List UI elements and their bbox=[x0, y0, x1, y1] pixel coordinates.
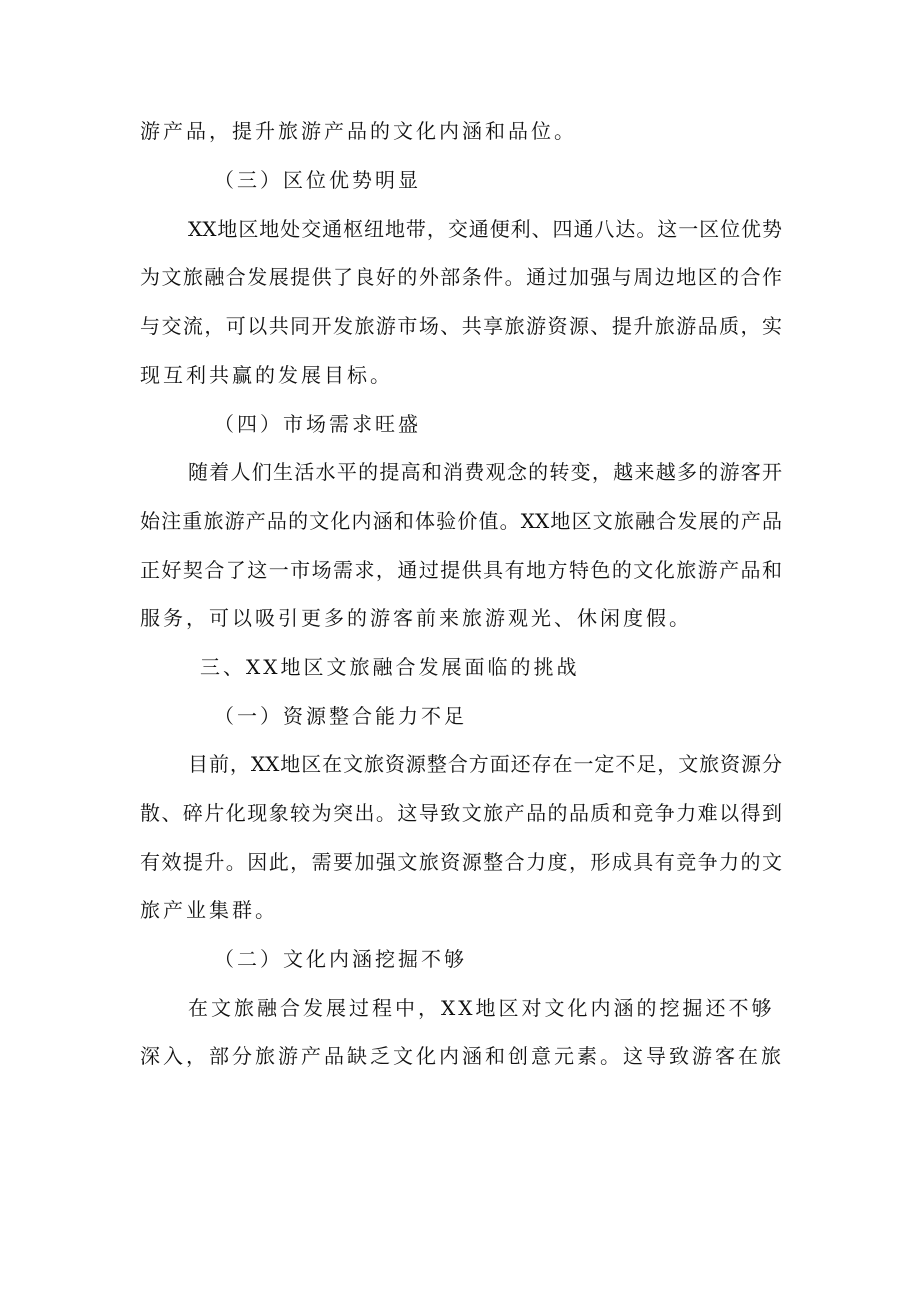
paragraph-line: 散、碎片化现象较为突出。这导致文旅产品的品质和竞争力难以得到 bbox=[140, 801, 782, 825]
paragraph-line: 正好契合了这一市场需求，通过提供具有地方特色的文化旅游产品和 bbox=[140, 558, 782, 582]
paragraph-line: 有效提升。因此，需要加强文旅资源整合力度，形成具有竞争力的文 bbox=[140, 850, 782, 874]
paragraph-line: 始注重旅游产品的文化内涵和体验价值。XX地区文旅融合发展的产品 bbox=[140, 509, 782, 533]
paragraph-line: 随着人们生活水平的提高和消费观念的转变，越来越多的游客开 bbox=[188, 460, 782, 484]
paragraph-line: 现互利共赢的发展目标。 bbox=[140, 363, 393, 387]
paragraph-line: 为文旅融合发展提供了良好的外部条件。通过加强与周边地区的合作 bbox=[140, 265, 782, 289]
subsection-heading: （一）资源整合能力不足 bbox=[214, 704, 467, 728]
subsection-heading: （四）市场需求旺盛 bbox=[214, 412, 421, 436]
subsection-heading: （三）区位优势明显 bbox=[214, 168, 421, 192]
section-heading: 三、XX地区文旅融合发展面临的挑战 bbox=[200, 655, 580, 679]
paragraph-line: 与交流，可以共同开发旅游市场、共享旅游资源、提升旅游品质，实 bbox=[140, 314, 782, 338]
paragraph-line: XX地区地处交通枢纽地带，交通便利、四通八达。这一区位优势 bbox=[188, 217, 782, 241]
paragraph-line: 在文旅融合发展过程中，XX地区对文化内涵的挖掘还不够 bbox=[188, 996, 775, 1020]
paragraph-line: 旅产业集群。 bbox=[140, 898, 278, 922]
paragraph-line: 深入，部分旅游产品缺乏文化内涵和创意元素。这导致游客在旅 bbox=[140, 1044, 784, 1068]
paragraph-line: 游产品，提升旅游产品的文化内涵和品位。 bbox=[140, 119, 577, 143]
subsection-heading: （二）文化内涵挖掘不够 bbox=[214, 947, 467, 971]
paragraph-line: 目前，XX地区在文旅资源整合方面还存在一定不足，文旅资源分 bbox=[188, 752, 782, 776]
paragraph-line: 服务，可以吸引更多的游客前来旅游观光、休闲度假。 bbox=[140, 606, 692, 630]
